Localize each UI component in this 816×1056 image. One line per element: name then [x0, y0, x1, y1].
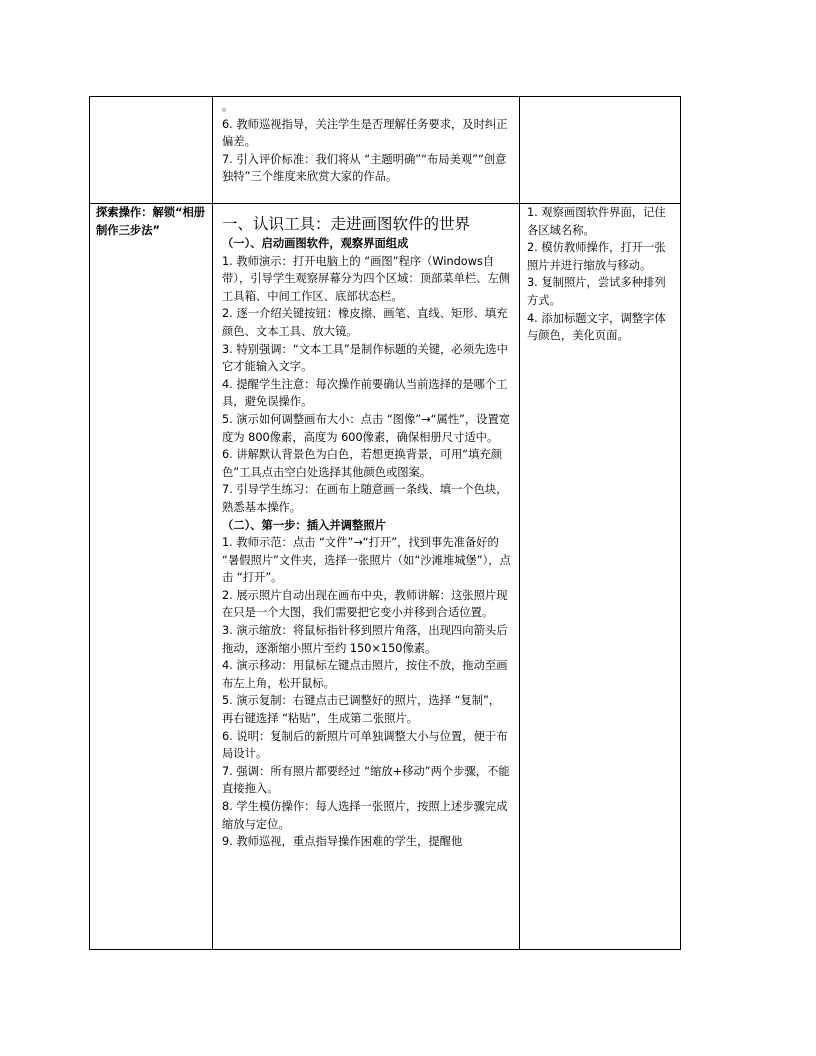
paragraph: 1. 观察画图软件界面，记住各区域名称。	[527, 206, 666, 237]
paragraph: 5. 演示复制：右键点击已调整好的照片，选择 “复制”，再右键选择 “粘贴”，生成第二张照片。	[222, 694, 501, 726]
paragraph: 4. 添加标题文字，调整字体与颜色，美化页面。	[527, 311, 666, 343]
paragraph: 2. 展示照片自动出现在画布中央，教师讲解：这张照片现在只是一个大图，我们需要把它变小并移到合适位置。	[222, 588, 508, 620]
paragraph: 7. 强调：所有照片都要经过 “缩放+移动”两个步骤，不能直接拖入。	[222, 764, 510, 796]
paragraph: 4. 提醒学生注意：每次操作前要确认当前选择的是哪个工具，避免误操作。	[222, 377, 508, 409]
paragraph: 5. 演示如何调整画布大小：点击 “图像”→“属性”，设置宽度为 800像素，高度为 600像素，确保相册尺寸适中。	[222, 412, 511, 444]
table-row	[90, 97, 681, 204]
subsection-title: （二）、第一步：插入并调整照片	[222, 518, 386, 532]
paragraph: 4. 演示移动：用鼠标左键点击照片，按住不放，拖动至画布左上角，松开鼠标。	[222, 659, 508, 690]
student-activity-cell	[520, 204, 681, 950]
stage-cell	[90, 97, 213, 204]
table-row	[90, 204, 681, 950]
paragraph: 7. 引导学生练习：在画布上随意画一条线、填一个色块，熟悉基本操作。	[222, 483, 508, 514]
paragraph: 7. 引入评价标准：我们将从 “主题明确”“布局美观”“创意独特”三个维度来欣赏大家的作品。	[222, 152, 507, 184]
paragraph: 8. 学生模仿操作：每人选择一张照片，按照上述步骤完成缩放与定位。	[222, 800, 508, 831]
paragraph: 3. 演示缩放：将鼠标指针移到照片角落，出现四向箭头后拖动，逐渐缩小照片至约 150×150像素。	[222, 624, 508, 655]
teacher-activity-cell	[213, 97, 520, 204]
stage-cell	[90, 204, 213, 950]
lesson-plan-table	[89, 96, 681, 950]
section-title: 一、认识工具：走进画图软件的世界	[222, 215, 471, 233]
subsection-title: （一）、启动画图软件，观察界面组成	[222, 237, 409, 250]
paragraph: 6. 教师巡视指导，关注学生是否理解任务要求，及时纠正偏差。	[222, 117, 508, 149]
paragraph: 9. 教师巡视，重点指导操作困难的学生，提醒他	[222, 835, 463, 849]
paragraph: 2. 逐一介绍关键按钮：橡皮擦、画笔、直线、矩形、填充颜色、文本工具、放大镜。	[222, 307, 508, 338]
paragraph: 1. 教师示范：点击 “文件”→“打开”，找到事先准备好的 “暑假照片”文件夹，选择一张照片（如“沙滩堆城堡”），点击 “打开”。	[222, 536, 511, 585]
paragraph: 1. 教师演示：打开电脑上的 “画图”程序（Windows自带），引导学生观察屏幕分为四个区域：顶部菜单栏、左侧工具箱、中间工作区、底部状态栏。	[222, 254, 511, 303]
paragraph: 6. 说明：复制后的新照片可单独调整大小与位置，便于布局设计。	[222, 729, 508, 761]
paragraph: 3. 特别强调：“文本工具”是制作标题的关键，必须先选中它才能输入文字。	[222, 342, 508, 374]
paragraph: 2. 模仿教师操作，打开一张照片并进行缩放与移动。	[527, 241, 666, 272]
student-activity-cell	[520, 97, 681, 204]
teacher-activity-cell	[213, 204, 520, 950]
paragraph: 。	[222, 100, 234, 113]
paragraph: 3. 复制照片，尝试多种排列方式。	[527, 276, 666, 307]
stage-label: 探索操作：解锁“相册制作三步法”	[96, 206, 206, 237]
paragraph: 6. 讲解默认背景色为白色，若想更换背景，可用“填充颜色”工具点击空白处选择其他颜色或图案。	[222, 448, 503, 479]
